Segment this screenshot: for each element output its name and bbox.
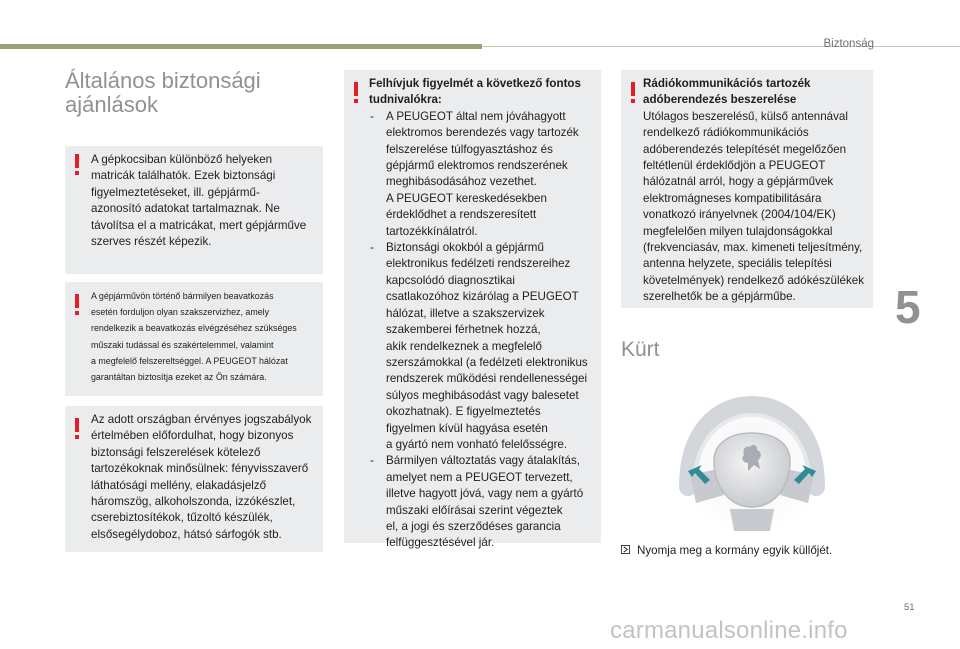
warning-text-radio [643, 76, 873, 306]
text-line: azonosító adatokat tartalmaznak. Ne [91, 202, 280, 216]
text-line: elektronikus fedélzeti rendszereihez [386, 257, 571, 271]
warning-icon [354, 82, 358, 103]
list-item [369, 453, 601, 551]
text-line: esetén forduljon olyan szakszervizhez, amely [91, 307, 270, 318]
text-line: háromszög, alkoholszonda, izzókészlet, [91, 495, 296, 509]
text-line: antenna helyzete, speciális telepítési [643, 257, 832, 271]
text-line: szerves részét képezik. [91, 235, 212, 249]
text-line: garantáltan biztosítja ezeket az Ön számára. [91, 372, 267, 383]
warning-icon [75, 418, 79, 439]
text-line: A gépkocsiban különböző helyeken [91, 153, 273, 166]
horn-caption [621, 544, 832, 557]
text-line: amelyet nem a PEUGEOT tervezett, [386, 470, 573, 484]
warning-heading: tudnivalókra: [369, 93, 442, 107]
text-line: szakemberei férhetnek hozzá, [386, 323, 541, 337]
arrow-bullet-icon [621, 545, 630, 554]
warning-text-service [91, 288, 321, 385]
text-line: meghibásodásához vezethet. [386, 175, 537, 189]
text-line: tartozékkínálatról. [386, 224, 478, 238]
text-line: akik rendelkeznek a megfelelő [386, 339, 542, 353]
text-line: biztonsági felszerelések kötelező [91, 445, 261, 459]
text-line: Utólagos beszerelésű, külső antennával [643, 109, 848, 123]
text-line: feltétlenül érdeklődjön a PEUGEOT [643, 159, 826, 173]
text-line: a gyártó nem vonható felelősségre. [386, 437, 568, 451]
text-line: rendelkező rádiókommunikációs [643, 126, 809, 140]
text-line: - Biztonsági okokból a gépjármű [386, 241, 544, 255]
text-line: hálózatnál arról, hogy a gépjárművek [643, 175, 834, 189]
text-line: - Bármilyen változtatás vagy átalakítás, [386, 454, 580, 468]
text-line: el, a jogi és szerződéses garancia [386, 519, 561, 533]
warning-text-accessories [369, 76, 601, 552]
warning-heading: Rádiókommunikációs tartozék [643, 77, 811, 90]
warning-list [369, 109, 601, 552]
bottom-spoke [730, 509, 774, 531]
text-line: (frekvenciasáv, max. kimeneti teljesítmény, [643, 241, 863, 255]
page-title [65, 69, 261, 117]
text-line: elektromos berendezés vagy tartozék [386, 126, 579, 140]
watermark: carmanualsonline.info [610, 617, 848, 644]
text-line: cserebiztosítékok, tűzoltó készülék, [91, 511, 273, 525]
text-line: felszerelése túlfogyasztáshoz és [386, 142, 553, 156]
header-accent-bar [0, 44, 482, 49]
text-line: A PEUGEOT kereskedésekben [386, 191, 547, 205]
horn-section-title: Kürt [621, 338, 660, 361]
text-line: érdeklődhet a rendszeresített [386, 208, 537, 222]
page-title-line: Általános biztonsági [65, 68, 261, 93]
text-line: megfelelően milyen tulajdonságokkal [643, 224, 833, 238]
text-line: tartozékoknak minősülnek: fényvisszaverő [91, 462, 309, 476]
page-number: 51 [904, 602, 915, 613]
text-line: láthatósági mellény, elakadásjelző [91, 478, 267, 492]
warning-heading: adóberendezés beszerelése [643, 93, 797, 107]
text-line: rendelkezik a beavatkozás elvégzéséhez szükséges [91, 323, 297, 334]
text-line: matricák találhatók. Ezek biztonsági [91, 169, 276, 183]
steering-wheel-illustration [670, 391, 834, 531]
text-line: gépjármű elektromos rendszerének [386, 159, 568, 173]
section-label: Biztonság [823, 38, 874, 50]
text-line: elektromágneses kompatibilitására [643, 191, 822, 205]
page-title-line: ajánlások [65, 92, 158, 117]
text-line: távolítsa el a matricákat, mert gépjárműve [91, 218, 307, 232]
warning-heading: Felhívjuk figyelmét a következő fontos [369, 77, 581, 90]
text-line: műszaki előírásai szerint végeztek [386, 503, 563, 517]
horn-caption-text: Nyomja meg a kormány egyik küllőjét. [637, 544, 833, 557]
text-line: szerelhetők be a gépjárműbe. [643, 290, 796, 304]
text-line: illetve hagyott jóvá, vagy nem a gyártó [386, 487, 584, 501]
text-line: Az adott országban érvényes jogszabályok [91, 413, 312, 426]
text-line: súlyos meghibásodást vagy balesetet [386, 388, 579, 402]
list-item [369, 109, 601, 240]
list-item [369, 240, 601, 453]
text-line: rendszerek működési rendellenességei [386, 372, 588, 386]
chapter-number: 5 [895, 281, 921, 333]
warning-icon [631, 82, 635, 103]
text-line: szerszámokkal (a fedélzeti elektronikus [386, 355, 588, 369]
text-line: elsősegélydoboz, hátsó sárfogók stb. [91, 527, 282, 541]
text-line: értelmében előfordulhat, hogy bizonyos [91, 429, 294, 443]
text-line: okozhatnak). E figyelmeztetés [386, 405, 541, 419]
text-line: kapcsolódó diagnosztikai [386, 273, 515, 287]
text-line: műszaki tudással és szakértelemmel, valamint [91, 339, 274, 350]
warning-icon [75, 294, 79, 315]
text-line: figyelmeztetéseket, ill. gépjármű- [91, 185, 260, 199]
text-line: figyelmen kívül hagyása esetén [386, 421, 548, 435]
text-line: vonatkozó irányelvnek (2004/104/EK) [643, 208, 836, 222]
text-line: követelmények) rendelkező adókészülékek [643, 273, 865, 287]
text-line: hálózat, illetve a szakszervizek [386, 306, 545, 320]
text-line: adóberendezés telepítését megelőzően [643, 142, 847, 156]
warning-text-equipment [91, 412, 323, 543]
text-line: a megfelelő felszereltséggel. A PEUGEOT hálózat [91, 355, 288, 366]
text-line: csatlakozóhoz kizárólag a PEUGEOT [386, 290, 579, 304]
text-line: felfüggesztésével jár. [386, 536, 495, 550]
header-rule [482, 46, 960, 47]
warning-text-stickers [91, 152, 321, 250]
warning-icon [75, 154, 79, 175]
text-line: A gépjárművön történő bármilyen beavatkozás [91, 291, 274, 301]
text-line: - A PEUGEOT által nem jóváhagyott [386, 109, 566, 123]
